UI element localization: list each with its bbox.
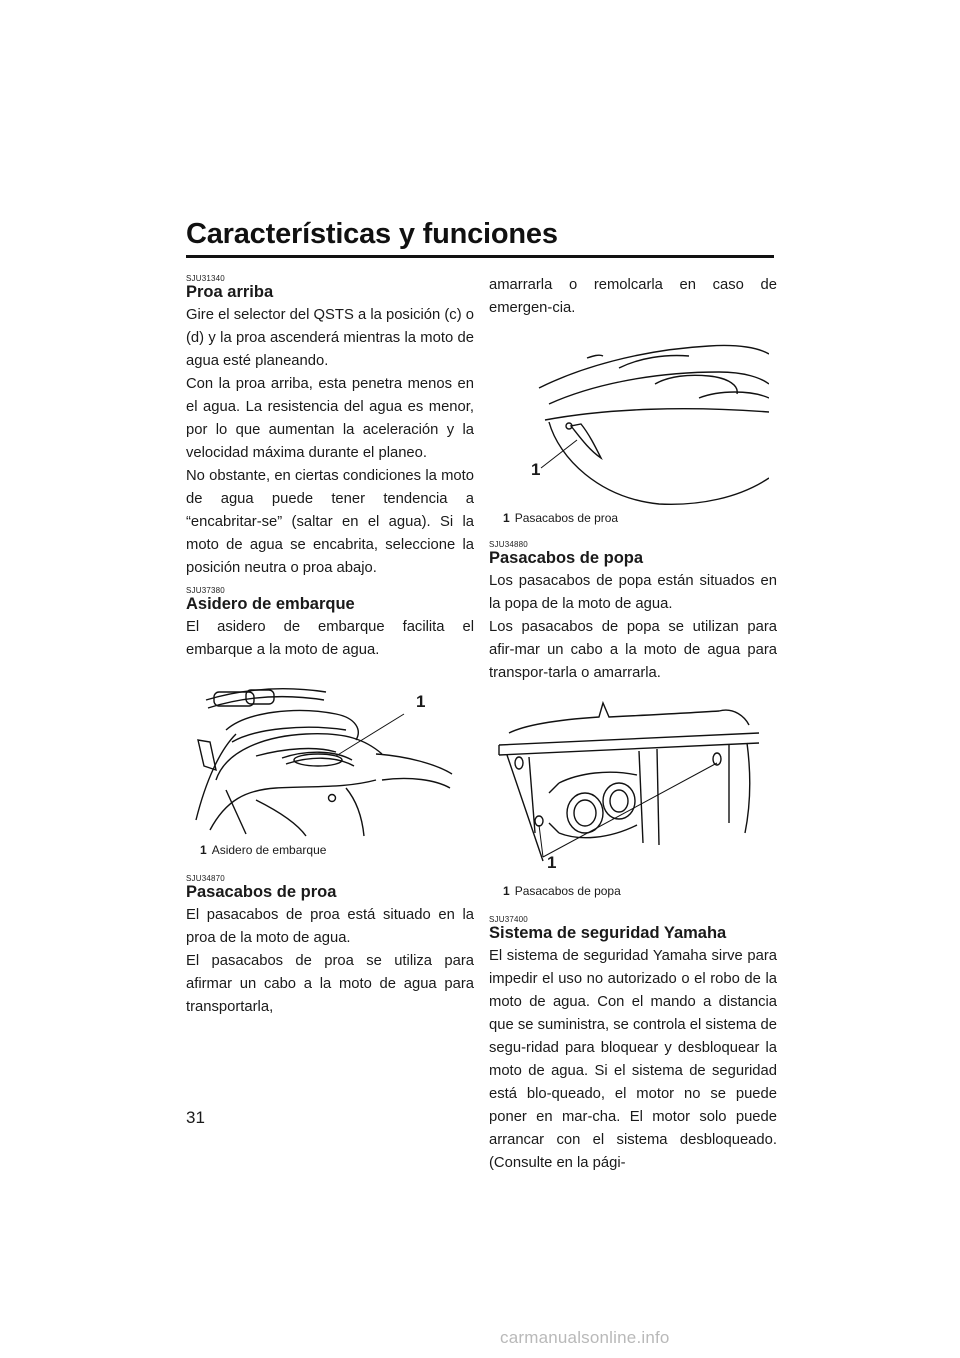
figure-pasacabos-popa [489,693,777,871]
callout-number: 1 [547,853,557,872]
section-heading: Pasacabos de proa [186,883,337,901]
right-column [489,274,777,1181]
caption-text: Pasacabos de popa [514,884,621,898]
paragraph: El sistema de seguridad Yamaha sirve para impedir el uso no autorizado o el robo de la moto de agua. Con el mando a distancia que se suministra, se controla el sistema de segu-ridad para bloquear y desbloquear la moto de agua. Si el sistema de seguridad está blo-queado, el motor no se puede poner en mar-cha. El motor solo puede arrancar con el sistema desbloqueado. (Consulte en la pági- [489,948,777,1171]
section-pasacabos-proa [186,874,474,1019]
page-number: 31 [186,1108,205,1127]
section-code: SJU37400 [489,915,528,924]
figure-asidero [186,670,474,838]
caption-text: Asidero de embarque [211,843,327,857]
paragraph: Gire el selector del QSTS a la posición (c) o (d) y la proa ascenderá mientras la moto de agua esté planeando. [186,307,474,369]
paragraph: El pasacabos de proa se utiliza para afirmar un cabo a la moto de agua para transportarla, [186,953,474,1015]
figure-caption [503,883,777,899]
paragraph: El asidero de embarque facilita el embarque a la moto de agua. [186,619,474,658]
page-title: Características y funciones [186,218,558,250]
figure-caption [503,510,777,526]
paragraph: Con la proa arriba, esta penetra menos en el agua. La resistencia del agua es menor, por lo que aumentan la aceleración y la velocidad máxima durante el planeo. [186,376,474,461]
caption-text: Pasacabos de proa [514,511,619,525]
caption-number: 1 [503,884,510,898]
section-asidero [186,586,474,858]
section-heading: Sistema de seguridad Yamaha [489,924,727,942]
left-column [186,274,474,1025]
callout-number: 1 [531,460,541,479]
caption-number: 1 [503,511,510,525]
section-seguridad [489,915,777,1175]
figure-caption [200,842,474,858]
paragraph: No obstante, en ciertas condiciones la moto de agua puede tener tendencia a “encabritar-se” (saltar en el agua). Si la moto de agua se encabrita, seleccione la posición neutra o proa abajo. [186,468,474,576]
section-code: SJU34880 [489,540,528,549]
stern-eyes-illustration [489,693,769,871]
title-rule [186,255,774,258]
paragraph: Los pasacabos de popa se utilizan para afir-mar un cabo a la moto de agua para transpor-tarla o amarrarla. [489,619,777,681]
section-heading: Asidero de embarque [186,595,355,613]
paragraph-continuation: amarrarla o remolcarla en caso de emergen-cia. [489,277,777,316]
watermark-text: carmanualsonline.info [500,1328,670,1347]
paragraph: Los pasacabos de popa están situados en la popa de la moto de agua. [489,573,777,612]
callout-number: 1 [416,692,426,711]
section-heading: Proa arriba [186,283,274,301]
section-proa-arriba [186,274,474,580]
section-code: SJU31340 [186,274,225,283]
section-pasacabos-popa [489,540,777,899]
caption-number: 1 [200,843,207,857]
section-code: SJU37380 [186,586,225,595]
paragraph: El pasacabos de proa está situado en la proa de la moto de agua. [186,907,474,946]
figure-pasacabos-proa [489,328,777,506]
section-heading: Pasacabos de popa [489,549,644,567]
section-code: SJU34870 [186,874,225,883]
